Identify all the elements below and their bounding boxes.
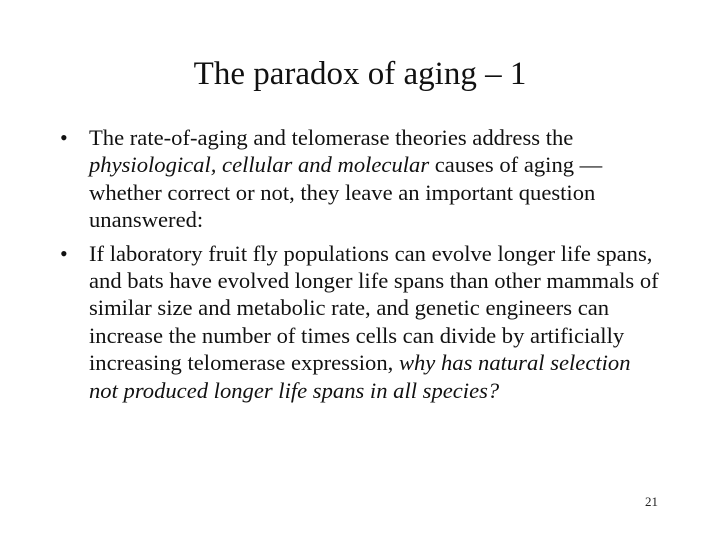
bullet-text-part: If laboratory fruit fly populations can evolve longer life spans, and bats have evolved longer life spans than other mammals of similar size and metabolic rate, and genetic engineers can increase the number of times cells can divide by artificially increasing telomerase expression, bbox=[89, 240, 659, 376]
bullet-emphasis: why has natural selection not produced longer life spans in all species? bbox=[89, 350, 631, 403]
page-number: 21 bbox=[645, 494, 658, 509]
slide-title: The paradox of aging – 1 bbox=[193, 56, 527, 92]
bullet-item-1 bbox=[60, 124, 660, 234]
bullet-list bbox=[60, 124, 660, 410]
bullet-emphasis: physiological, cellular and molecular bbox=[89, 152, 430, 178]
bullet-marker: • bbox=[60, 125, 68, 150]
bullet-text-part: The rate-of-aging and telomerase theories address the bbox=[89, 125, 574, 150]
bullet-item-2 bbox=[60, 240, 660, 404]
bullet-text-part: causes of aging — whether correct or not, they leave an important question unanswered: bbox=[89, 152, 603, 233]
bullet-marker: • bbox=[60, 240, 68, 266]
